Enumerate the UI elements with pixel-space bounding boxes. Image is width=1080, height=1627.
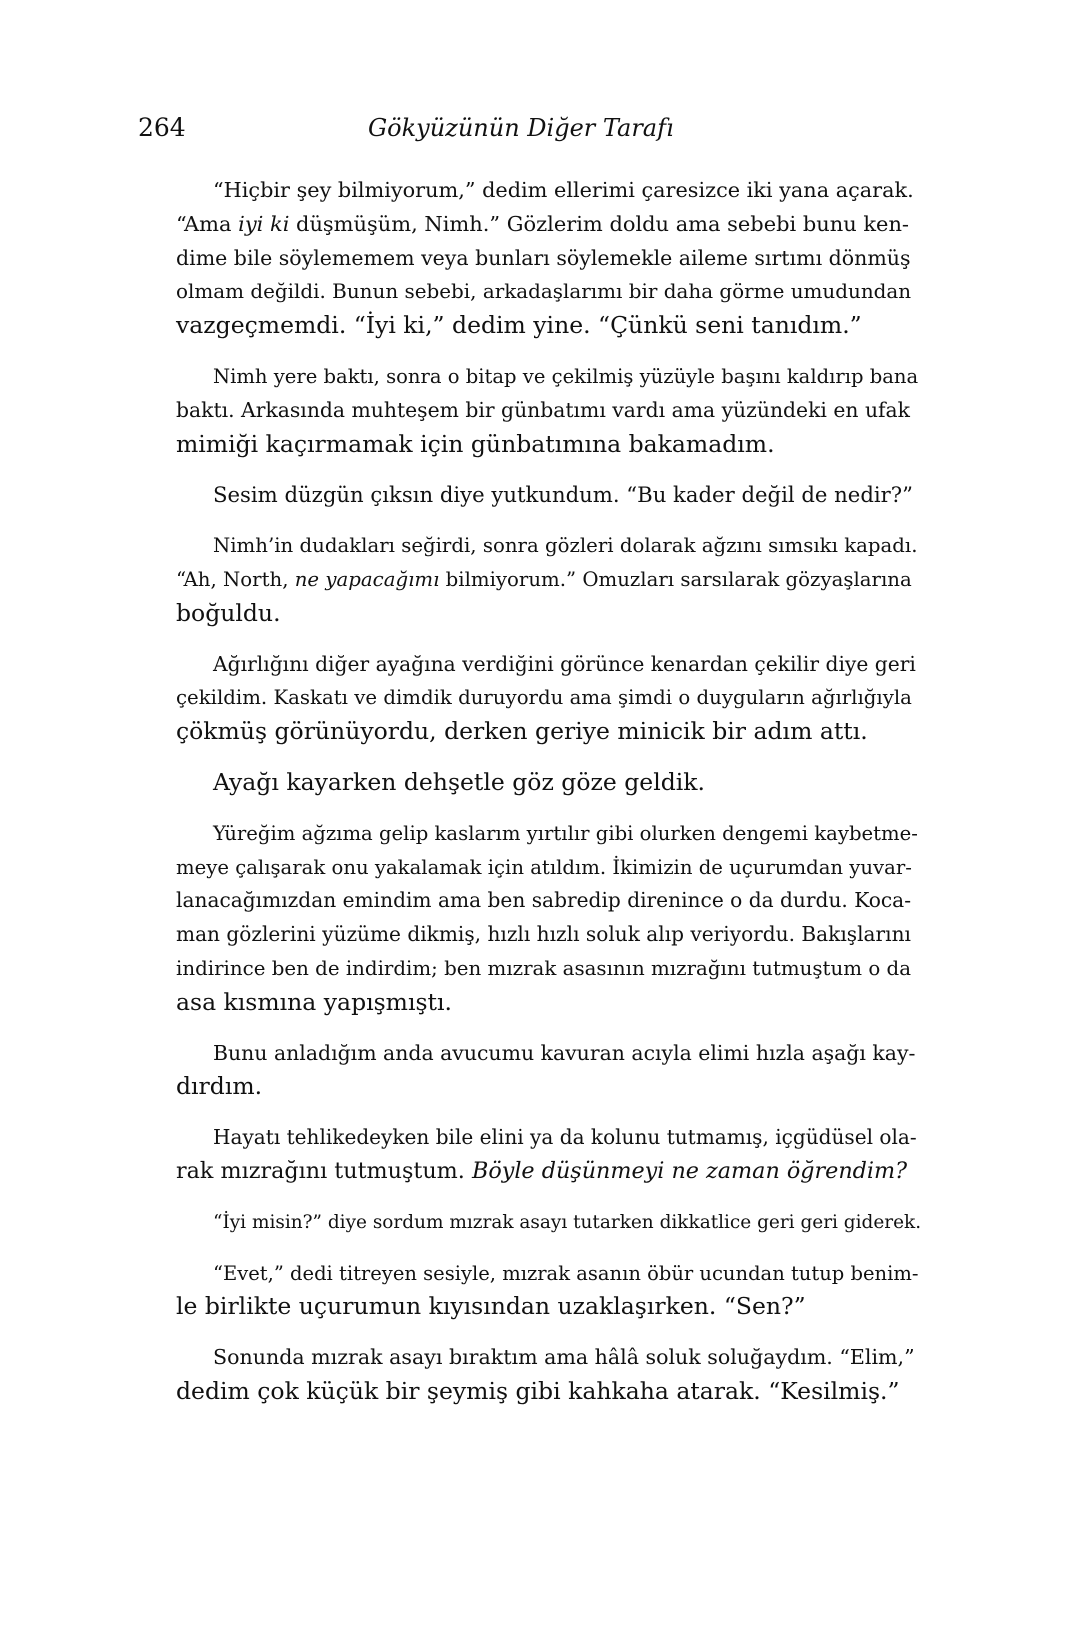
text-line: Hayatı tehlikedeyken bile elini ya da kolunu tutmamış, içgüdüsel ola-	[213, 1125, 917, 1150]
text-line: “Ah, North, ne yapacağımı bilmiyorum.” Omuzları sarsılarak gözyaşlarına	[176, 567, 912, 591]
text-line: dırdım.	[176, 1072, 263, 1101]
paragraph	[139, 529, 918, 630]
text-line: Bunu anladığım anda avucumu kavuran acıyla elimi hızla aşağı kay-	[213, 1040, 916, 1065]
body-text	[139, 174, 922, 1426]
text-line: Sesim düzgün çıksın diye yutkundum. “Bu kader değil de nedir?”	[213, 482, 913, 508]
paragraph	[139, 1341, 915, 1409]
paragraph	[139, 1037, 916, 1105]
text-line: lanacağımızdan emindim ama ben sabredip direnince o da durdu. Koca-	[176, 888, 912, 913]
text-line: Ağırlığını diğer ayağına verdiğini görünce kenardan çekilir diye geri	[213, 651, 916, 676]
text-line: “Evet,” dedi titreyen sesiyle, mızrak asanın öbür ucundan tutup benim-	[213, 1261, 919, 1285]
text-line: dime bile söylememem veya bunları söylemekle aileme sırtımı dönmüş	[176, 245, 911, 270]
text-line: boğuldu.	[176, 598, 281, 627]
text-line: le birlikte uçurumun kıyısından uzaklaşırken. “Sen?”	[176, 1292, 806, 1321]
text-line: Yüreğim ağzıma gelip kaslarım yırtılır gibi olurken dengemi kaybetme-	[213, 821, 918, 845]
text-line: “Hiçbir şey bilmiyorum,” dedim ellerimi çaresizce iki yana açarak.	[213, 178, 914, 202]
text-line: rak mızrağını tutmuştum. Böyle düşünmeyi ne zaman öğrendim?	[176, 1157, 908, 1184]
running-header	[138, 112, 938, 152]
text-line: “İyi misin?” diye sordum mızrak asayı tutarken dikkatlice geri geri giderek.	[213, 1211, 922, 1233]
paragraph	[139, 1206, 922, 1240]
paragraph	[139, 766, 908, 800]
text-line: çökmüş görünüyordu, derken geriye minicik bir adım attı.	[176, 717, 868, 746]
paragraph	[139, 648, 916, 749]
paragraph	[139, 1257, 919, 1325]
text-line: vazgeçmemdi. “İyi ki,” dedim yine. “Çünkü seni tanıdım.”	[176, 311, 862, 340]
text-line: çekildim. Kaskatı ve dimdik duruyordu ama şimdi o duyguların ağırlığıyla	[176, 686, 912, 710]
text-line: “Ama iyi ki düşmüşüm, Nimh.” Gözlerim doldu ama sebebi bunu ken-	[176, 211, 909, 236]
text-line: Nimh’in dudakları seğirdi, sonra gözleri dolarak ağzını sımsıkı kapadı.	[213, 534, 918, 558]
text-line: Nimh yere baktı, sonra o bitap ve çekilmiş yüzüyle başını kaldırıp bana	[213, 364, 919, 388]
text-line: meye çalışarak onu yakalamak için atıldım. İkimizin de uçurumdan yuvar-	[176, 855, 912, 879]
text-line: baktı. Arkasında muhteşem bir günbatımı vardı ama yüzündeki en ufak	[176, 397, 910, 422]
text-line: Sonunda mızrak asayı bıraktım ama hâlâ soluk soluğaydım. “Elim,”	[213, 1345, 915, 1370]
text-line: olmam değildi. Bunun sebebi, arkadaşlarımı bir daha görme umudundan	[176, 280, 912, 304]
text-line: asa kısmına yapışmıştı.	[176, 987, 452, 1016]
text-line: dedim çok küçük bir şeymiş gibi kahkaha atarak. “Kesilmiş.”	[176, 1376, 900, 1405]
text-line: Ayağı kayarken dehşetle göz göze geldik.	[213, 767, 705, 796]
paragraph	[139, 817, 918, 1020]
paragraph	[139, 360, 919, 461]
page-number: 264	[138, 113, 186, 142]
paragraph	[139, 1121, 917, 1189]
book-title: Gökyüzünün Diğer Tarafı	[368, 114, 674, 142]
text-line: mimiği kaçırmamak için günbatımına bakamadım.	[176, 429, 775, 458]
text-line: indirince ben de indirdim; ben mızrak asasının mızrağını tutmuştum o da	[176, 956, 912, 980]
paragraph	[139, 478, 913, 512]
text-line: man gözlerini yüzüme dikmiş, hızlı hızlı soluk alıp veriyordu. Bakışlarını	[176, 922, 911, 947]
paragraph	[139, 174, 914, 343]
